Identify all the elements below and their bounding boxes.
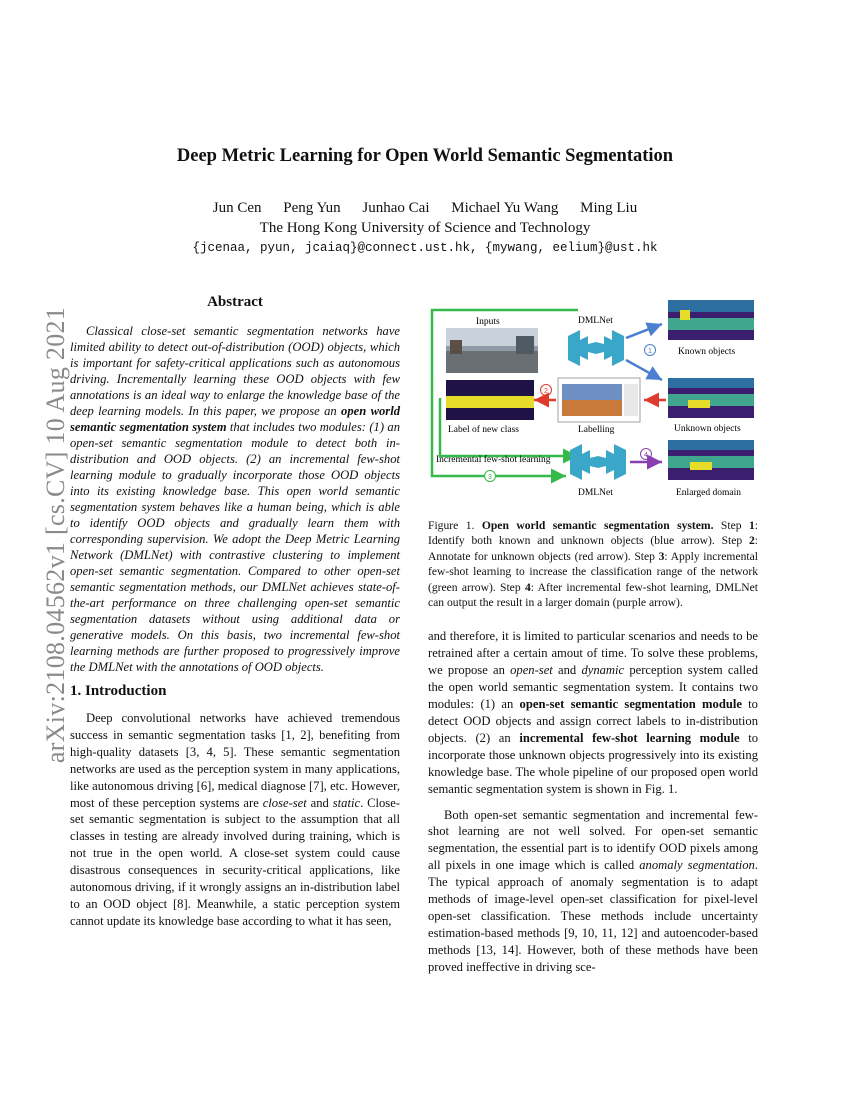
label-fewshot: Incremental few-shot learning <box>436 455 551 465</box>
svg-text:3: 3 <box>488 474 492 481</box>
svg-text:4: 4 <box>644 452 648 459</box>
right-paragraph-2: Both open-set semantic segmentation and incremental few-shot learning are not well solved. For open-set semantic segmentation, the essential part is to identify OOD pixels among all pixels in one image which is called anomaly segmentation. The typical approach of anomaly segmentation is to adapt methods of image-level open-set classification for pixel-level open-set classification. These methods include uncertainty estimation-based methods [9, 10, 11, 12] and autoencoder-based methods [13, 14]. However, both of these methods have been proved ineffective in driving sce- <box>428 807 758 974</box>
label-enlarged: Enlarged domain <box>676 488 741 498</box>
intro-paragraph: Deep convolutional networks have achieved tremendous success in semantic segmentation tasks [1, 2], benefiting from high-quality datasets [3, 4, 5]. These semantic segmentation networks are used as the perception system in many applications, like autonomous driving [6], medical diagnose [7], etc. However, most of these perception systems are close-set and static. Close-set semantic segmentation is subject to the assumption that all classes in testing are already involved during training, which is not true in the open world. A close-set system could cause disastrous consequences in security-critical applications, like autonomous driving, if it wrongly assigns an in-distribution label to an OOD object [8]. Meanwhile, a static perception system cannot update its knowledge base according to what it has seen, <box>70 711 400 928</box>
abstract-text: Classical close-set semantic segmentation networks have limited ability to detect out-of-distribution (OOD) objects, which is important for safety-critical applications such as autonomous driving. Incrementally learning these OOD objects with few annotations is an ideal way to enlarge the knowledge base of the deep learning models. In this paper, we propose an open world semantic segmentation system that includes two modules: (1) an open-set semantic segmentation module to detect both in-distribution and OOD objects. (2) an incremental few-shot learning module to gradually incorporate those OOD objects into its existing knowledge base. This open world semantic segmentation system behaves like a human being, which is able to identify OOD objects and gradually learn them with corresponding supervision. We adopt the Deep Metric Learning Network (DMLNet) with contrastive clustering to implement open-set semantic segmentation. Compared to other open-set semantic segmentation methods, our DMLNet achieves state-of-the-art performance on three challenging open-set semantic segmentation datasets without using additional data or generative models. On this basis, two incremental few-shot learning methods are further proposed to progressively improve the DMLNet with the annotations of OOD objects. <box>70 324 400 674</box>
author-list <box>0 200 850 217</box>
label-new-class: Label of new class <box>448 425 519 435</box>
input-image <box>446 328 538 373</box>
dmlnet-bottom-network <box>570 444 626 480</box>
right-column <box>428 296 758 976</box>
svg-text:1: 1 <box>648 348 652 355</box>
label-unknown: Unknown objects <box>674 424 741 434</box>
new-class-label-map <box>446 380 534 420</box>
enlarged-domain-map <box>668 440 754 480</box>
blue-arrow-unknown <box>626 360 662 380</box>
author: Ming Liu <box>580 200 638 216</box>
arxiv-identifier: arXiv:2108.04562v1 [cs.CV] 10 Aug 2021 <box>41 306 70 764</box>
left-column <box>70 294 400 930</box>
blue-arrow-known <box>626 324 662 338</box>
author: Junhao Cai <box>362 200 430 216</box>
figure-caption: Figure 1. Open world semantic segmentation system. Step 1: Identify both known and unknown objects (blue arrow). Step 2: Annotate for unknown objects (red arrow). Step 3: Apply incremental few-shot learning to increase the classification range of the network (green arrow). Step 4: After incremental few-shot learning, DMLNet can output the result in a larger domain (purple arrow). <box>428 519 758 610</box>
label-known: Known objects <box>678 347 736 357</box>
author: Michael Yu Wang <box>451 200 559 216</box>
labelling-tool-image <box>558 378 640 422</box>
intro-heading: 1. Introduction <box>70 683 167 699</box>
abstract-emphasis: open world semantic segmentation system <box>70 404 400 434</box>
author-emails: {jcenaa, pyun, jcaiaq}@connect.ust.hk, {mywang, eelium}@ust.hk <box>192 241 658 255</box>
pipeline-diagram <box>428 296 758 502</box>
author: Peng Yun <box>283 200 341 216</box>
affiliation: The Hong Kong University of Science and Technology <box>259 220 591 236</box>
dmlnet-top-network <box>568 330 624 366</box>
right-paragraph-1: and therefore, it is limited to particular scenarios and needs to be retrained after a certain amout of time. To solve these problems, we propose an open-set and dynamic perception system called the open world semantic segmentation system. It contains two modules: (1) an open-set semantic segmentation module to detect OOD objects and assign correct labels to in-distribution objects. (2) an incremental few-shot learning module to incorporate those unknown objects progressively into its existing knowledge base. The whole pipeline of our proposed open world semantic segmentation system is shown in Fig. 1. <box>428 629 758 796</box>
unknown-objects-map <box>668 378 754 418</box>
paper-title: Deep Metric Learning for Open World Semantic Segmentation <box>176 146 674 166</box>
label-dmlnet-top: DMLNet <box>578 316 613 326</box>
label-labelling: Labelling <box>578 425 615 435</box>
known-objects-map <box>668 300 754 340</box>
svg-text:2: 2 <box>544 388 548 395</box>
label-inputs: Inputs <box>476 317 500 327</box>
figure-1 <box>428 296 758 502</box>
abstract-heading: Abstract <box>207 294 263 310</box>
label-dmlnet-bottom: DMLNet <box>578 488 613 498</box>
author: Jun Cen <box>212 200 262 216</box>
